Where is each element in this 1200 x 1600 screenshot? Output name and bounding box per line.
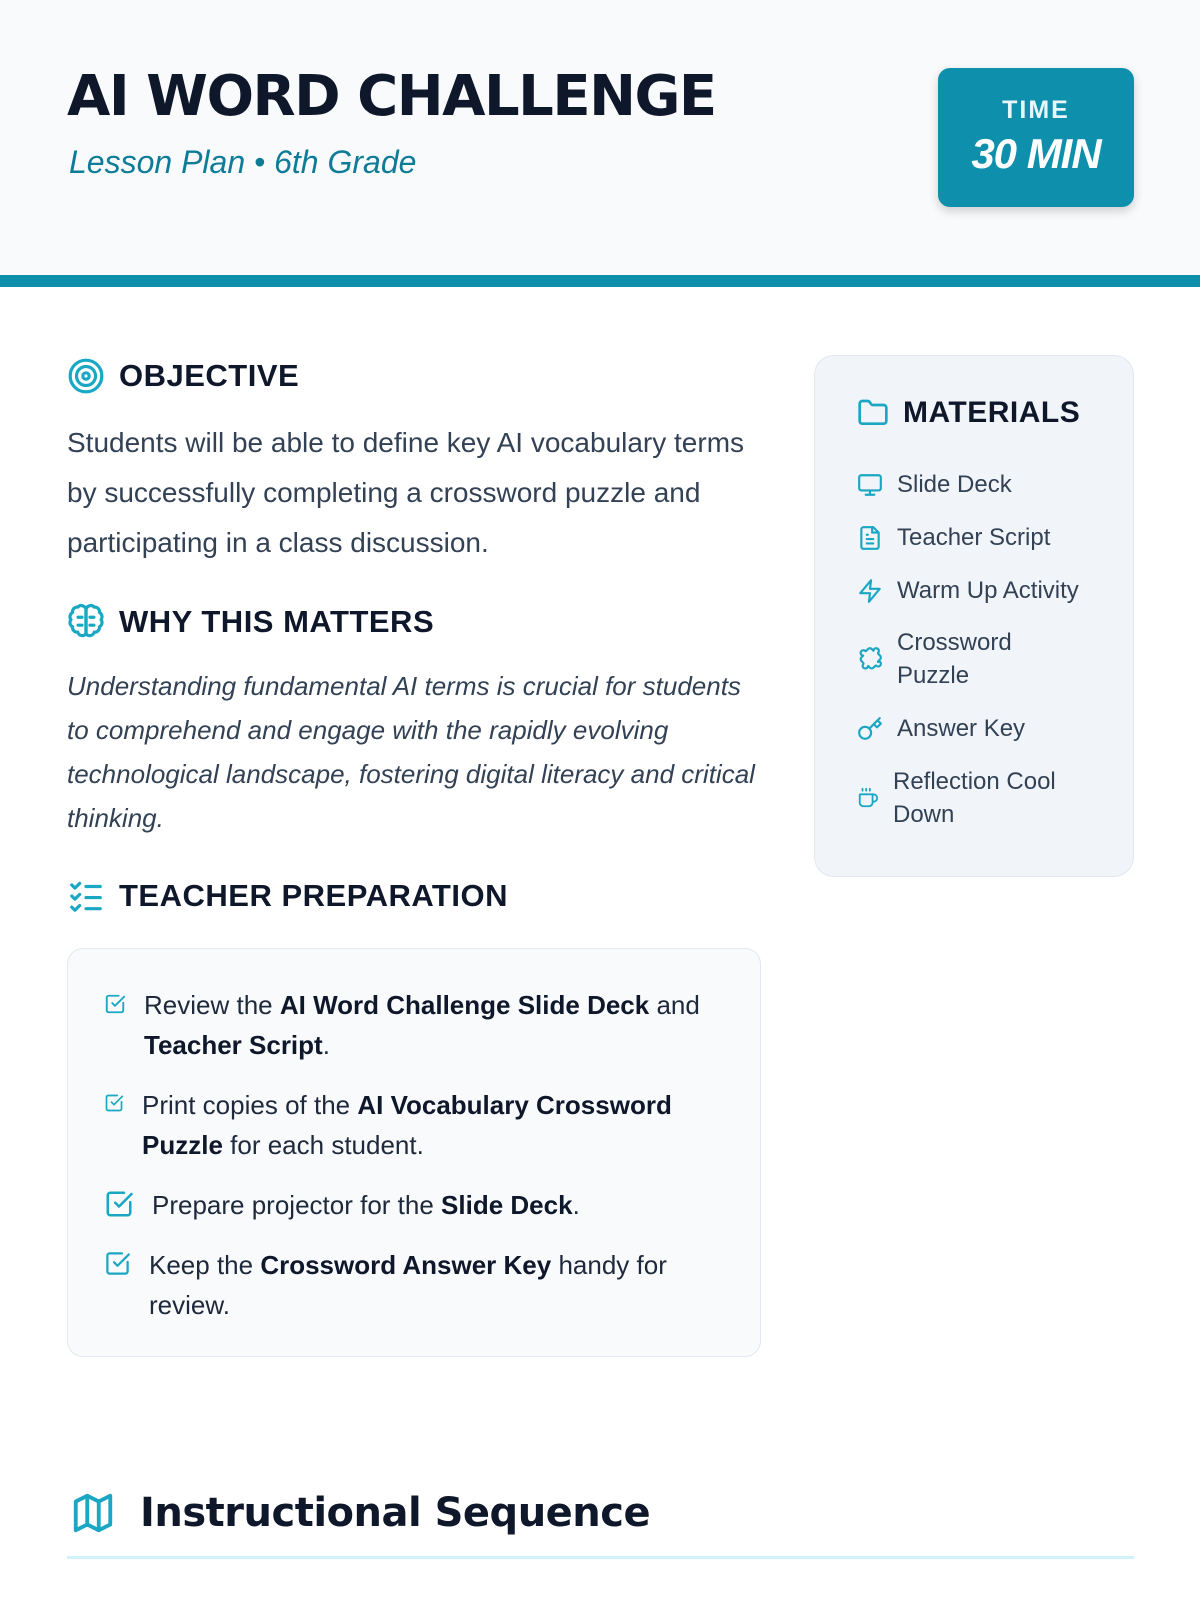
header-divider [0, 275, 1200, 287]
time-value: 30 MIN [971, 130, 1101, 177]
key-icon [857, 716, 883, 742]
prep-heading [67, 877, 508, 915]
checkbox-icon [104, 1189, 134, 1219]
checkbox-icon [104, 1093, 124, 1113]
lesson-title: AI WORD CHALLENGE [67, 64, 716, 129]
materials-heading [857, 396, 1080, 430]
list-checks-icon [67, 877, 105, 915]
puzzle-icon [857, 646, 883, 672]
material-label: Warm Up Activity [897, 577, 1079, 604]
material-label: Slide Deck [897, 471, 1012, 498]
lesson-subtitle: Lesson Plan • 6th Grade [69, 144, 417, 180]
material-item[interactable] [857, 765, 1107, 831]
prep-item-text: Prepare projector for the Slide Deck. [152, 1190, 580, 1220]
sequence-divider [67, 1556, 1134, 1559]
zap-icon [857, 578, 883, 604]
prep-item [104, 1185, 724, 1225]
prep-item [104, 1245, 724, 1325]
materials-title: MATERIALS [903, 396, 1081, 429]
materials-panel [814, 355, 1134, 877]
file-text-icon [857, 525, 883, 551]
why-text: Understanding fundamental AI terms is crucial for students to comprehend and engage with the rapidly evolving technological landscape, fostering digital literacy and critical thinking. [67, 671, 755, 833]
prep-checklist [67, 948, 761, 1357]
prep-item [104, 985, 724, 1065]
checkbox-icon [104, 1250, 131, 1277]
why-title: WHY THIS MATTERS [119, 604, 435, 639]
objective-heading [67, 357, 299, 395]
folder-icon [857, 397, 889, 429]
material-item[interactable] [857, 468, 1107, 501]
checkbox-icon [104, 993, 126, 1015]
target-icon [67, 357, 105, 395]
material-item[interactable] [857, 712, 1107, 745]
why-heading [67, 603, 434, 641]
prep-title: TEACHER PREPARATION [119, 878, 508, 913]
material-label: Crossword Puzzle [897, 629, 1012, 689]
time-badge [938, 68, 1134, 207]
objective-text: Students will be able to define key AI vocabulary terms by successfully completing a crossword puzzle and participating in a class discussion. [67, 427, 745, 558]
prep-item [104, 1085, 724, 1165]
material-label: Reflection Cool Down [893, 768, 1056, 828]
coffee-icon [857, 787, 879, 809]
time-label: TIME [1002, 96, 1070, 124]
material-item[interactable] [857, 626, 1107, 692]
material-label: Answer Key [897, 715, 1026, 742]
material-item[interactable] [857, 574, 1107, 607]
material-label: Teacher Script [897, 524, 1051, 551]
prep-item-text: Print copies of the AI Vocabulary Crossword Puzzle for each student. [142, 1090, 672, 1160]
sequence-title: Instructional Sequence [140, 1490, 651, 1536]
brain-icon [67, 603, 105, 641]
prep-item-text: Keep the Crossword Answer Key handy for review. [149, 1250, 667, 1320]
map-icon [70, 1490, 116, 1536]
prep-item-text: Review the AI Word Challenge Slide Deck and Teacher Script. [144, 990, 700, 1060]
material-item[interactable] [857, 521, 1107, 554]
lesson-header [0, 0, 1200, 275]
monitor-icon [857, 472, 883, 498]
objective-title: OBJECTIVE [119, 358, 300, 393]
sequence-heading [70, 1490, 650, 1536]
